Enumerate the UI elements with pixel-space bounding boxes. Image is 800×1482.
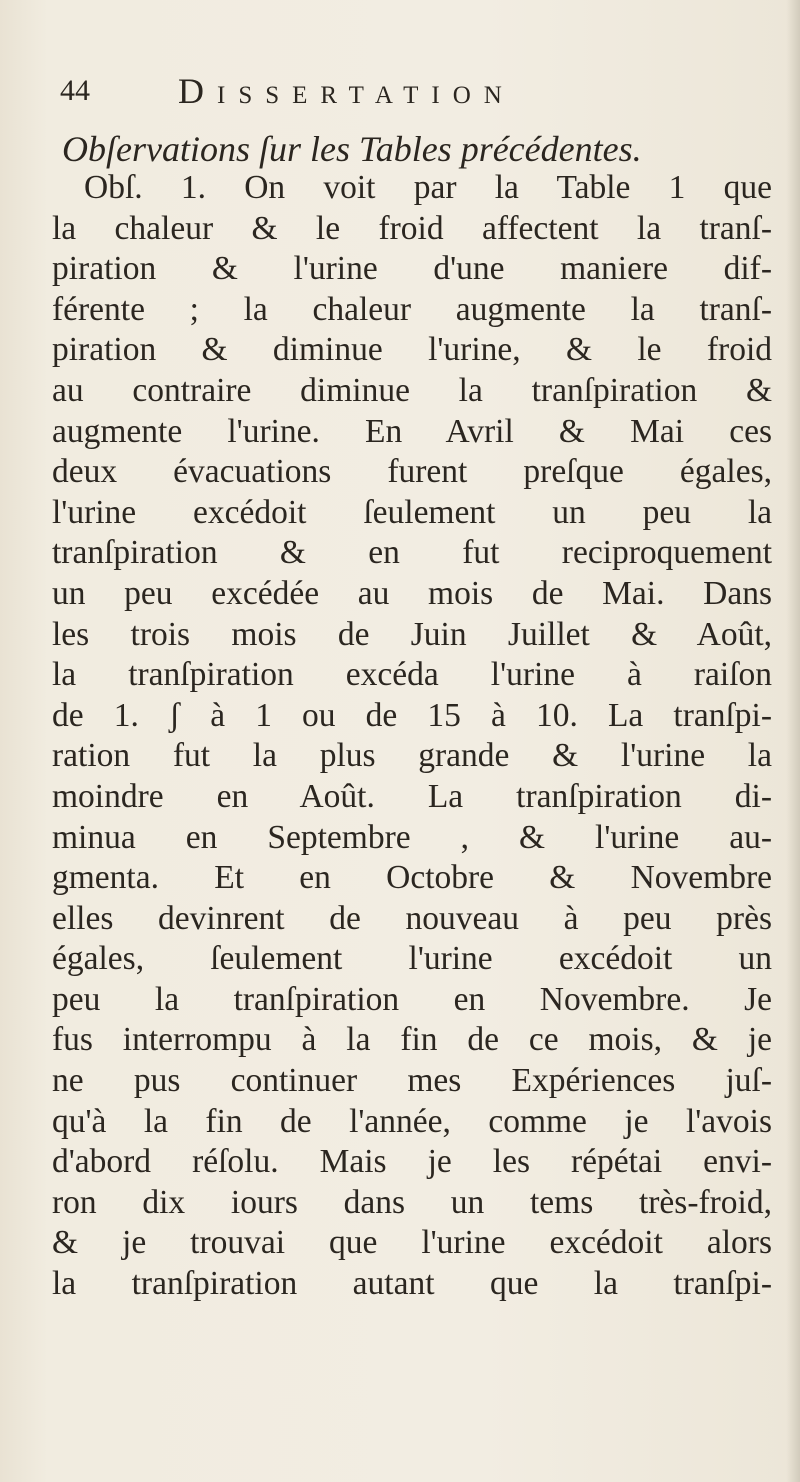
- text-line: peu la tranſpiration en Novembre. Je: [52, 980, 772, 1018]
- text-line: gmenta. Et en Octobre & Novembre: [52, 859, 772, 897]
- text-line: l'urine excédoit ſeulement un peu la: [52, 493, 772, 531]
- text-line: deux évacuations furent preſque égales,: [52, 453, 772, 491]
- page-number: 44: [60, 74, 90, 107]
- text-line: d'abord réſolu. Mais je les répétai envi-: [52, 1143, 772, 1181]
- text-line: ron dix iours dans un tems très-froid,: [52, 1183, 772, 1221]
- text-line: férente ; la chaleur augmente la tranſ-: [52, 290, 772, 328]
- page-header: [60, 70, 760, 120]
- body-text: [52, 168, 772, 1305]
- text-line: qu'à la fin de l'année, comme je l'avois: [52, 1102, 772, 1140]
- text-line: les trois mois de Juin Juillet & Août,: [52, 615, 772, 653]
- text-line: la chaleur & le froid affectent la tranſ-: [52, 209, 772, 247]
- text-line: au contraire diminue la tranſpiration &: [52, 371, 772, 409]
- text-line: piration & diminue l'urine, & le froid: [52, 331, 772, 369]
- text-line: moindre en Août. La tranſpiration di-: [52, 777, 772, 815]
- text-line: la tranſpiration autant que la tranſpi-: [52, 1265, 772, 1303]
- text-line: égales, ſeulement l'urine excédoit un: [52, 940, 772, 978]
- text-line: ne pus continuer mes Expériences juſ-: [52, 1062, 772, 1100]
- text-line: de 1. ʃ à 1 ou de 15 à 10. La tranſpi-: [52, 696, 772, 734]
- text-line: ration fut la plus grande & l'urine la: [52, 737, 772, 775]
- text-line: Obſ. 1. On voit par la Table 1 que: [84, 169, 772, 206]
- text-line: un peu excédée au mois de Mai. Dans: [52, 574, 772, 612]
- text-line: minua en Septembre , & l'urine au-: [52, 818, 772, 856]
- text-line: augmente l'urine. En Avril & Mai ces: [52, 412, 772, 450]
- text-line: & je trouvai que l'urine excédoit alors: [52, 1224, 772, 1262]
- text-line: tranſpiration & en fut reciproquement: [52, 534, 772, 572]
- text-line: la tranſpiration excéda l'urine à raiſon: [52, 656, 772, 694]
- text-line: fus interrompu à la fin de ce mois, & je: [52, 1021, 772, 1059]
- text-line: piration & l'urine d'une maniere dif-: [52, 250, 772, 288]
- text-line: elles devinrent de nouveau à peu près: [52, 899, 772, 937]
- running-title: Dissertation: [178, 71, 515, 111]
- page-edge-shadow: [786, 0, 800, 1482]
- section-heading: Obſervations ſur les Tables précédentes.: [62, 129, 642, 169]
